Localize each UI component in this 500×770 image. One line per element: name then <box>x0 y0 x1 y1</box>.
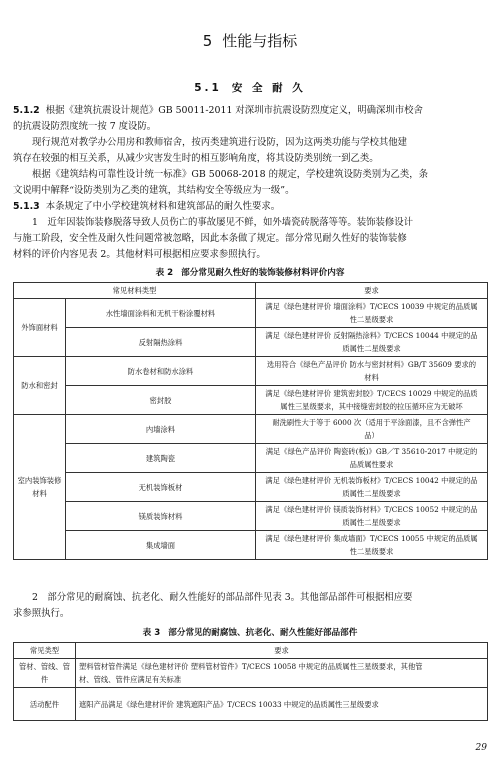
table-row <box>14 299 488 328</box>
material-cell: 集成墙面 <box>66 531 256 560</box>
text-line: 满足《绿色建材评价 无机装饰板材》T/CECS 10042 中规定的品 <box>265 476 478 485</box>
table-row <box>14 444 488 473</box>
text-line: 1 近年因装饰装修脱落导致人员伤亡的事故屡见不鲜，如外墙瓷砖脱落等等。装饰装修设计 <box>32 217 413 228</box>
table-header-row <box>14 643 488 659</box>
table-row <box>14 328 488 357</box>
material-cell: 防水卷材和防水涂料 <box>66 357 256 386</box>
text-line: 现行规范对教学办公用房和教师宿舍，按丙类建筑进行设防，因为这两类功能与学校其他建 <box>32 137 408 148</box>
category-cell: 防水和密封 <box>14 357 66 415</box>
material-cell: 密封胶 <box>66 386 256 415</box>
clause-number: 5.1.2 <box>13 105 40 116</box>
text-line: 文说明中解释“设防类别为乙类的建筑，其结构安全等级应为一级”。 <box>13 185 295 196</box>
material-cell: 建筑陶瓷 <box>66 444 256 473</box>
material-cell: 水性墙面涂料和无机干粉涂覆材料 <box>66 299 256 328</box>
body-text-top <box>13 103 487 263</box>
text-line: 满足《绿色产品评价 陶瓷砖(板)》GB／T 35610-2017 中规定的 <box>265 447 478 456</box>
text-line: 管材、管线、管 <box>18 662 71 671</box>
table-row <box>14 688 488 721</box>
text-line: 属性三星级要求，其中接缝密封胶的拉压循环应为无破坏 <box>280 402 463 411</box>
text-line: 材、管线、管件应满足有关标准 <box>79 675 182 684</box>
chapter-title: 性能与指标 <box>222 32 298 50</box>
caption-number: 表 2 <box>155 268 174 278</box>
requirement-cell <box>76 659 488 688</box>
text-line: 性二星级要求 <box>349 547 394 556</box>
caption-number: 表 3 <box>142 628 161 638</box>
table-row <box>14 659 488 688</box>
type-cell <box>14 659 76 688</box>
text-line: 满足《绿色建材评价 墙面涂料》T/CECS 10039 中规定的品质属 <box>265 302 478 311</box>
chapter-number: 5 <box>202 32 213 50</box>
section-title: 安 全 耐 久 <box>231 82 306 94</box>
type-cell: 活动配件 <box>14 688 76 721</box>
body-text-bottom <box>13 590 487 622</box>
paragraph-5-1-3 <box>13 199 487 215</box>
material-cell: 内墙涂料 <box>66 415 256 444</box>
table-row <box>14 357 488 386</box>
table-2 <box>13 282 488 560</box>
text-line: 筑存在较强的相互关系，从减少灾害发生时的相互影响角度，将其设防类别统一到乙类。 <box>13 153 379 164</box>
table-header-row <box>14 283 488 299</box>
category-cell: 外饰面材料 <box>14 299 66 357</box>
text-line: 选用符合《绿色产品评价 防水与密封材料》GB/T 35609 要求的 <box>266 360 477 369</box>
caption-text: 部分常见耐久性好的装饰装修材料评价内容 <box>181 268 345 278</box>
section-number: 5.1 <box>194 82 222 94</box>
material-cell: 镁质装饰材料 <box>66 502 256 531</box>
column-header: 常见材料类型 <box>14 283 256 299</box>
text-line: 求参照执行。 <box>13 608 70 619</box>
requirement-cell <box>256 473 488 502</box>
paragraph-5-1-2 <box>13 103 487 119</box>
table-row <box>14 386 488 415</box>
requirement-cell <box>256 299 488 328</box>
column-header: 要求 <box>76 643 488 659</box>
requirement-cell <box>256 444 488 473</box>
text-line: 满足《绿色建材评价 集成墙面》T/CECS 10055 中规定的品质属 <box>265 534 478 543</box>
text-line: 的抗震设防烈度统一按 7 度设防。 <box>13 121 157 132</box>
text-line: 本条规定了中小学校建筑材料和建筑部品的耐久性要求。 <box>45 201 281 212</box>
text-line: 质属性二星级要求 <box>342 344 401 353</box>
text-line: 材料 <box>364 373 379 382</box>
material-cell: 反射隔热涂料 <box>66 328 256 357</box>
table-row <box>14 531 488 560</box>
text-line: 品） <box>364 431 379 440</box>
requirement-cell <box>256 531 488 560</box>
column-header: 常见类型 <box>14 643 76 659</box>
requirement-cell <box>256 502 488 531</box>
table-2-caption <box>0 266 500 278</box>
text-line: 质属性二星级要求 <box>342 518 401 527</box>
requirement-cell <box>256 415 488 444</box>
requirement-cell <box>256 328 488 357</box>
text-line: 材料的评价内容见表 2。其他材料可根据相应要求参照执行。 <box>13 249 266 260</box>
text-line: 品质属性要求 <box>349 460 394 469</box>
text-line: 根据《建筑结构可靠性设计统一标准》GB 50068-2018 的规定，学校建筑设防类别为乙类，条 <box>32 169 428 180</box>
requirement-cell <box>256 386 488 415</box>
text-line: 满足《绿色建材评价 建筑密封胶》T/CECS 10029 中规定的品质 <box>265 389 478 398</box>
table-row <box>14 415 488 444</box>
text-line: 性二星级要求 <box>349 315 394 324</box>
category-cell: 室内装饰装修材料 <box>14 415 66 560</box>
table-row <box>14 473 488 502</box>
requirement-cell <box>256 357 488 386</box>
text-line: 塑料管材管件满足《绿色建材评价 塑料管材管件》T/CECS 10058 中规定的品质属性三星级要求，其他管 <box>79 662 423 671</box>
text-line: 件 <box>40 675 49 684</box>
table-3-caption <box>0 626 500 638</box>
chapter-heading <box>0 30 500 51</box>
caption-text: 部分常见的耐腐蚀、抗老化、耐久性能好部品部件 <box>168 628 358 638</box>
requirement-cell: 遮阳产品满足《绿色建材评价 建筑遮阳产品》T/CECS 10033 中规定的品质属性三星级要求 <box>76 688 488 721</box>
clause-number: 5.1.3 <box>13 201 40 212</box>
column-header: 要求 <box>256 283 488 299</box>
text-line: 与施工阶段，安全性及耐久性问题常被忽略，因此本条做了规定。部分常见耐久性好的装饰装修 <box>13 233 407 244</box>
table-3 <box>13 642 488 721</box>
table-row <box>14 502 488 531</box>
text-line: 2 部分常见的耐腐蚀、抗老化、耐久性能好的部品部件见表 3。其他部品部件可根据相应要 <box>32 592 413 603</box>
text-line: 满足《绿色建材评价 反射隔热涂料》T/CECS 10044 中规定的品 <box>265 331 478 340</box>
page-number: 29 <box>475 743 487 753</box>
text-line: 质属性二星级要求 <box>342 489 401 498</box>
section-heading <box>0 80 500 95</box>
text-line: 根据《建筑抗震设计规范》GB 50011-2011 对深圳市抗震设防烈度定义，明确深圳市校舍 <box>45 105 423 116</box>
material-cell: 无机装饰板材 <box>66 473 256 502</box>
text-line: 耐洗刷性大于等于 6000 次（适用于平涂面漆，且不含弹性产 <box>272 418 471 427</box>
text-line: 满足《绿色建材评价 镁质装饰材料》T/CECS 10052 中规定的品 <box>265 505 478 514</box>
